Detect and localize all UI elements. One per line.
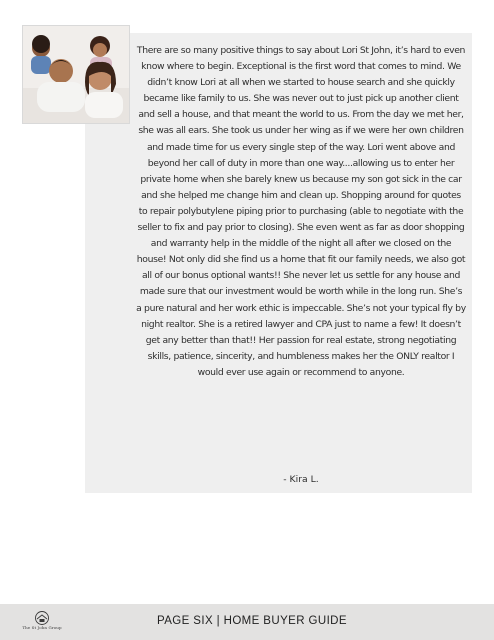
testimonial-signature: - Kira L. [283,474,319,485]
footer-bar [0,604,494,640]
st-john-group-logo [22,609,62,637]
family-photo [22,25,130,124]
testimonial-text: There are so many positive things to say about Lori St John, it’s hard to even know where to begin. Exceptional is the first word that comes to mind. We didn’t know Lori at all when we started to house search and she quickly became like family to us. She was never out to just pick up another client and sell a house, and that meant the world to us. From the day we met her, she was all ears. She took us under her wing as if we were her own children and made time for us every single step of the way. Lori went above and beyond her call of duty in more than one way....allowing us to enter her private home when she barely knew us because my son got sick in the car and she helped me change him and clean up. Shopping around for quotes to repair polybutylene piping prior to purchasing (able to negotiate with the seller to fix and pay prior to closing). She even went as far as door shopping and warranty help in the middle of the night all after we closed on the house! Not only did she find us a home that fit our family needs, we also got all of our bonus optional wants!! She never let us settle for any house and made sure that our investment would be worth while in the long run. She’s a pure natural and her work ethic is impeccable. She’s not your typical fly by night realtor. She is a retired lawyer and CPA just to name a few! It doesn’t get any better than that!! Her passion for real estate, strong negotiating skills, patience, sincerity, and humbleness makes her the ONLY realtor I would ever use again or recommend to anyone. [136,45,466,378]
logo-text: The St John Group [22,625,62,630]
page-title: PAGE SIX | HOME BUYER GUIDE [157,615,347,627]
